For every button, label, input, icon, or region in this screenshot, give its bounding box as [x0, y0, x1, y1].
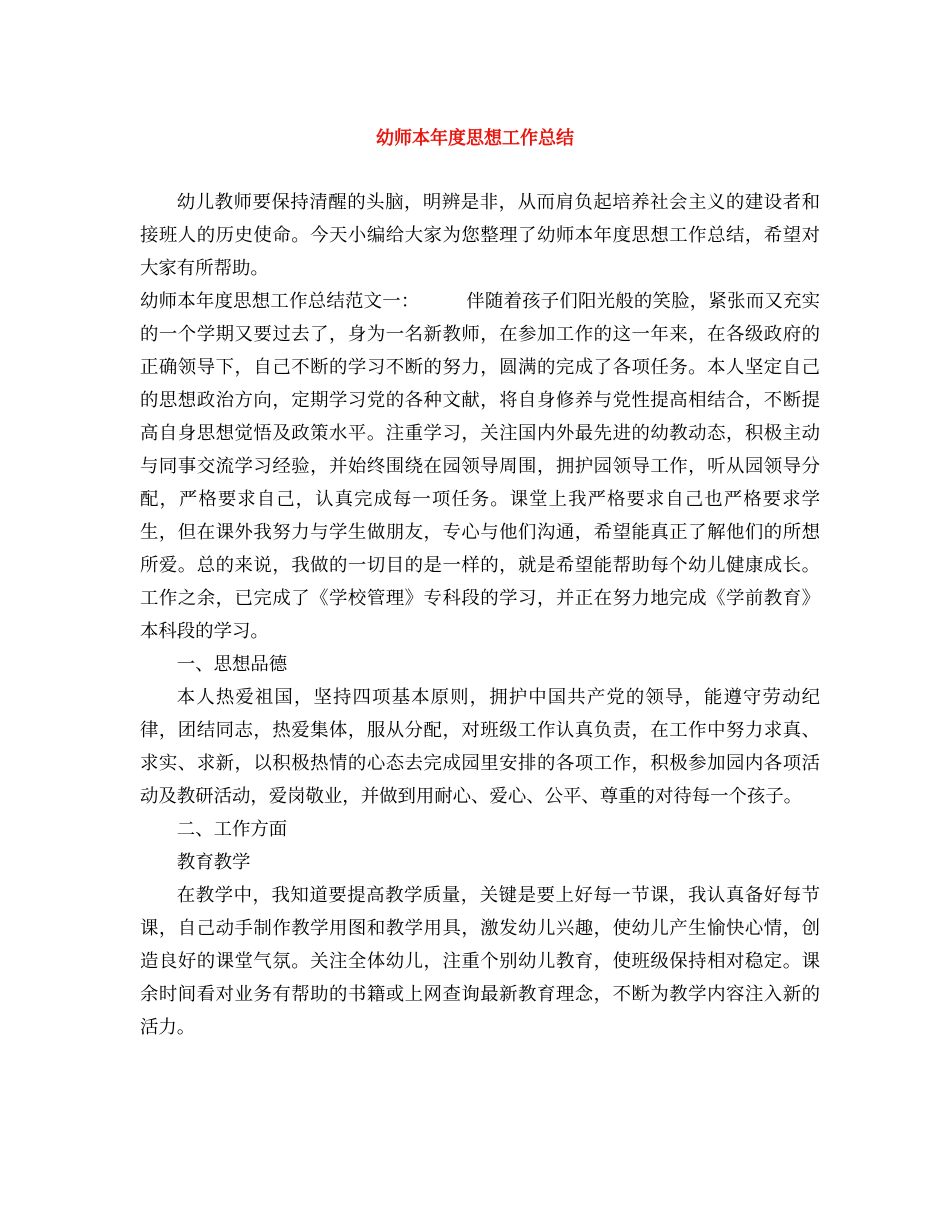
- section-heading-work: 二、工作方面: [176, 819, 288, 840]
- teaching-paragraph: 在教学中，我知道要提高教学质量，关键是要上好每一节课，我认真备好每节课，自己动手制作教学用图和教学用具，激发幼儿兴趣，使幼儿产生愉快心情，创造良好的课堂气氛。关注全体幼儿，注重个别幼儿教育，使班级保持相对稳定。课余时间看对业务有帮助的书籍或上网查询最新教育理念，不断为教学内容注入新的活力。: [140, 885, 820, 1038]
- subheading-teaching: 教育教学: [176, 852, 251, 873]
- document-body: [140, 186, 820, 1044]
- document-title: 幼师本年度思想工作总结: [376, 128, 574, 149]
- sample-one-paragraph: 幼师本年度思想工作总结范文一： 伴随着孩子们阳光般的笑脸，紧张而又充实的一个学期又要过去了，身为一名新教师，在参加工作的这一年来，在各级政府的正确领导下，自己不断的学习不断的努力，圆满的完成了各项任务。本人坚定自己的思想政治方向，定期学习党的各种文献，将自身修养与党性提高相结合，不断提高自身思想觉悟及政策水平。注重学习，关注国内外最先进的幼教动态，积极主动与同事交流学习经验，并始终围绕在园领导周围，拥护园领导工作，听从园领导分配，严格要求自己，认真完成每一项任务。课堂上我严格要求自己也严格要求学生，但在课外我努力与学生做朋友，专心与他们沟通，希望能真正了解他们的所想所爱。总的来说，我做的一切目的是一样的，就是希望能帮助每个幼儿健康成长。工作之余，已完成了《学校管理》专科段的学习，并正在努力地完成《学前教育》本科段的学习。: [140, 291, 820, 642]
- ideology-paragraph: 本人热爱祖国，坚持四项基本原则，拥护中国共产党的领导，能遵守劳动纪律，团结同志，热爱集体，服从分配，对班级工作认真负责，在工作中努力求真、求实、求新，以积极热情的心态去完成园里安排的各项工作，积极参加园内各项活动及教研活动，爱岗敬业，并做到用耐心、爱心、公平、尊重的对待每一个孩子。: [140, 687, 820, 807]
- section-heading-ideology: 一、思想品德: [176, 654, 288, 675]
- intro-paragraph: 幼儿教师要保持清醒的头脑，明辨是非，从而肩负起培养社会主义的建设者和接班人的历史使命。今天小编给大家为您整理了幼师本年度思想工作总结，希望对大家有所帮助。: [140, 192, 820, 279]
